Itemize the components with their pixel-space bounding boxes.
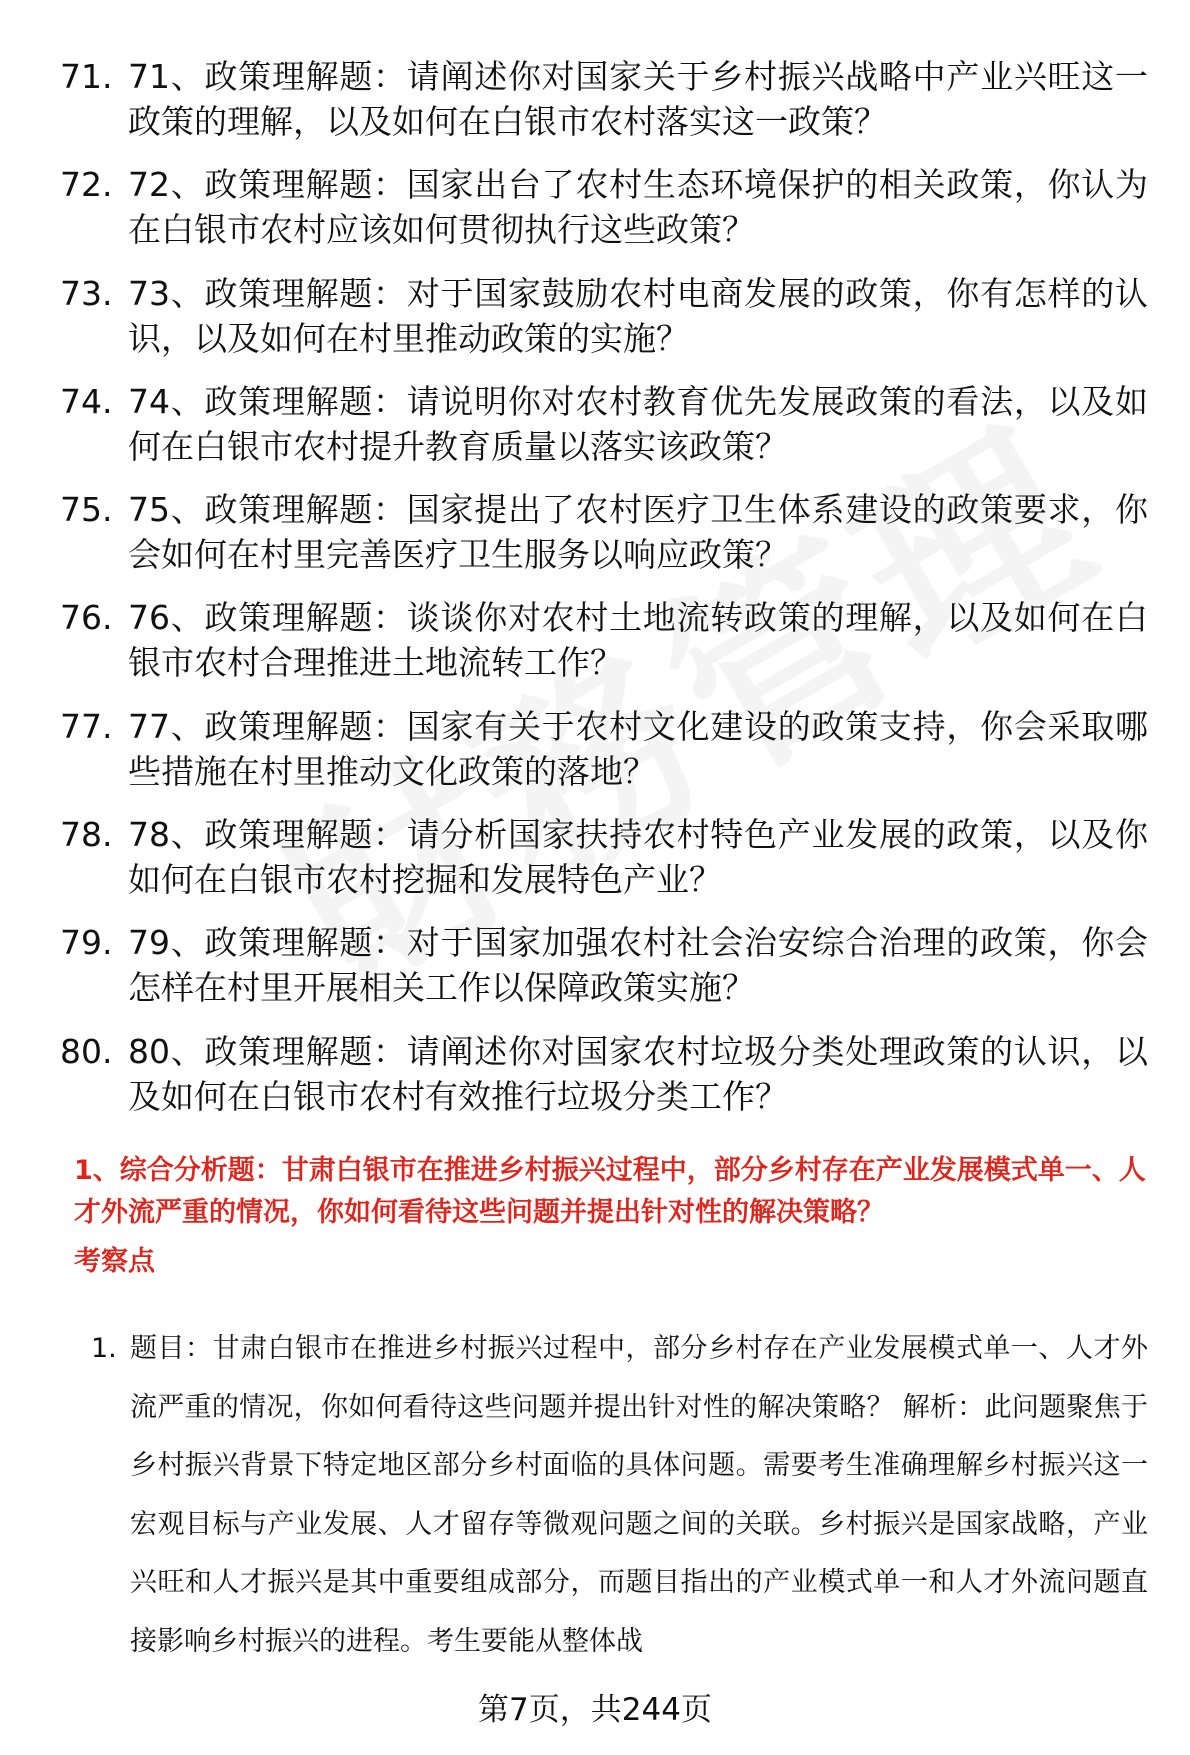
question-text: 76、政策理解题：谈谈你对农村土地流转政策的理解，以及如何在白银市农村合理推进土地流转工作？	[128, 598, 1148, 683]
question-text: 74、政策理解题：请说明你对农村教育优先发展政策的看法，以及如何在白银市农村提升教育质量以落实该政策？	[128, 381, 1148, 466]
question-number: 79.	[60, 923, 113, 963]
question-item	[0, 704, 1190, 800]
question-item	[0, 162, 1190, 258]
question-item	[0, 271, 1190, 367]
question-number: 72.	[60, 165, 113, 205]
question-number: 77.	[60, 706, 113, 746]
question-text: 72、政策理解题：国家出台了农村生态环境保护的相关政策，你认为在白银市农村应该如何贯彻执行这些政策？	[128, 165, 1148, 250]
question-number: 73.	[60, 273, 113, 313]
question-number: 76.	[60, 598, 113, 638]
page-footer: 第7页，共244页	[478, 1692, 712, 1728]
question-item	[0, 812, 1190, 908]
question-text: 79、政策理解题：对于国家加强农村社会治安综合治理的政策，你会怎样在村里开展相关工作以保障政策实施？	[128, 923, 1148, 1008]
question-item	[0, 54, 1190, 150]
section-subheading: 考察点	[74, 1246, 155, 1277]
question-number: 78.	[60, 815, 113, 855]
question-text: 77、政策理解题：国家有关于农村文化建设的政策支持，你会采取哪些措施在村里推动文化政策的落地？	[128, 706, 1148, 791]
question-text: 73、政策理解题：对于国家鼓励农村电商发展的政策，你有怎样的认识，以及如何在村里推动政策的实施？	[128, 273, 1148, 358]
question-text: 80、政策理解题：请阐述你对国家农村垃圾分类处理政策的认识，以及如何在白银市农村有效推行垃圾分类工作？	[128, 1031, 1148, 1116]
question-number: 75.	[60, 490, 113, 530]
analysis-number: 1.	[91, 1333, 117, 1364]
question-item	[0, 1029, 1190, 1125]
question-item	[0, 920, 1190, 1016]
question-text: 78、政策理解题：请分析国家扶持农村特色产业发展的政策，以及你如何在白银市农村挖掘和发展特色产业？	[128, 815, 1148, 900]
section-heading: 1、综合分析题：甘肃白银市在推进乡村振兴过程中，部分乡村存在产业发展模式单一、人才外流严重的情况，你如何看待这些问题并提出针对性的解决策略？	[74, 1155, 1146, 1228]
question-item	[0, 595, 1190, 691]
question-number: 71.	[60, 57, 113, 96]
question-item	[0, 487, 1190, 583]
analysis-paragraph: 题目：甘肃白银市在推进乡村振兴过程中，部分乡村存在产业发展模式单一、人才外流严重的情况，你如何看待这些问题并提出针对性的解决策略？ 解析：此问题聚焦于乡村振兴背景下特定地区部分乡村面临的具体问题。需要考生准确理解乡村振兴这一宏观目标与产业发展、人才留存等微观问题之间的关联。乡村振兴是国家战略，产业兴旺和人才振兴是其中重要组成部分，而题目指出的产业模式单一和人才外流问题直接影响乡村振兴的进程。考生要能从整体战	[130, 1333, 1148, 1657]
question-list	[0, 54, 1190, 1137]
question-text: 75、政策理解题：国家提出了农村医疗卫生体系建设的政策要求，你会如何在村里完善医疗卫生服务以响应政策？	[128, 490, 1148, 575]
question-number: 80.	[60, 1031, 113, 1071]
question-text: 71、政策理解题：请阐述你对国家关于乡村振兴战略中产业兴旺这一政策的理解，以及如何在白银市农村落实这一政策？	[128, 57, 1148, 141]
question-item	[0, 379, 1190, 475]
question-number: 74.	[60, 381, 113, 421]
